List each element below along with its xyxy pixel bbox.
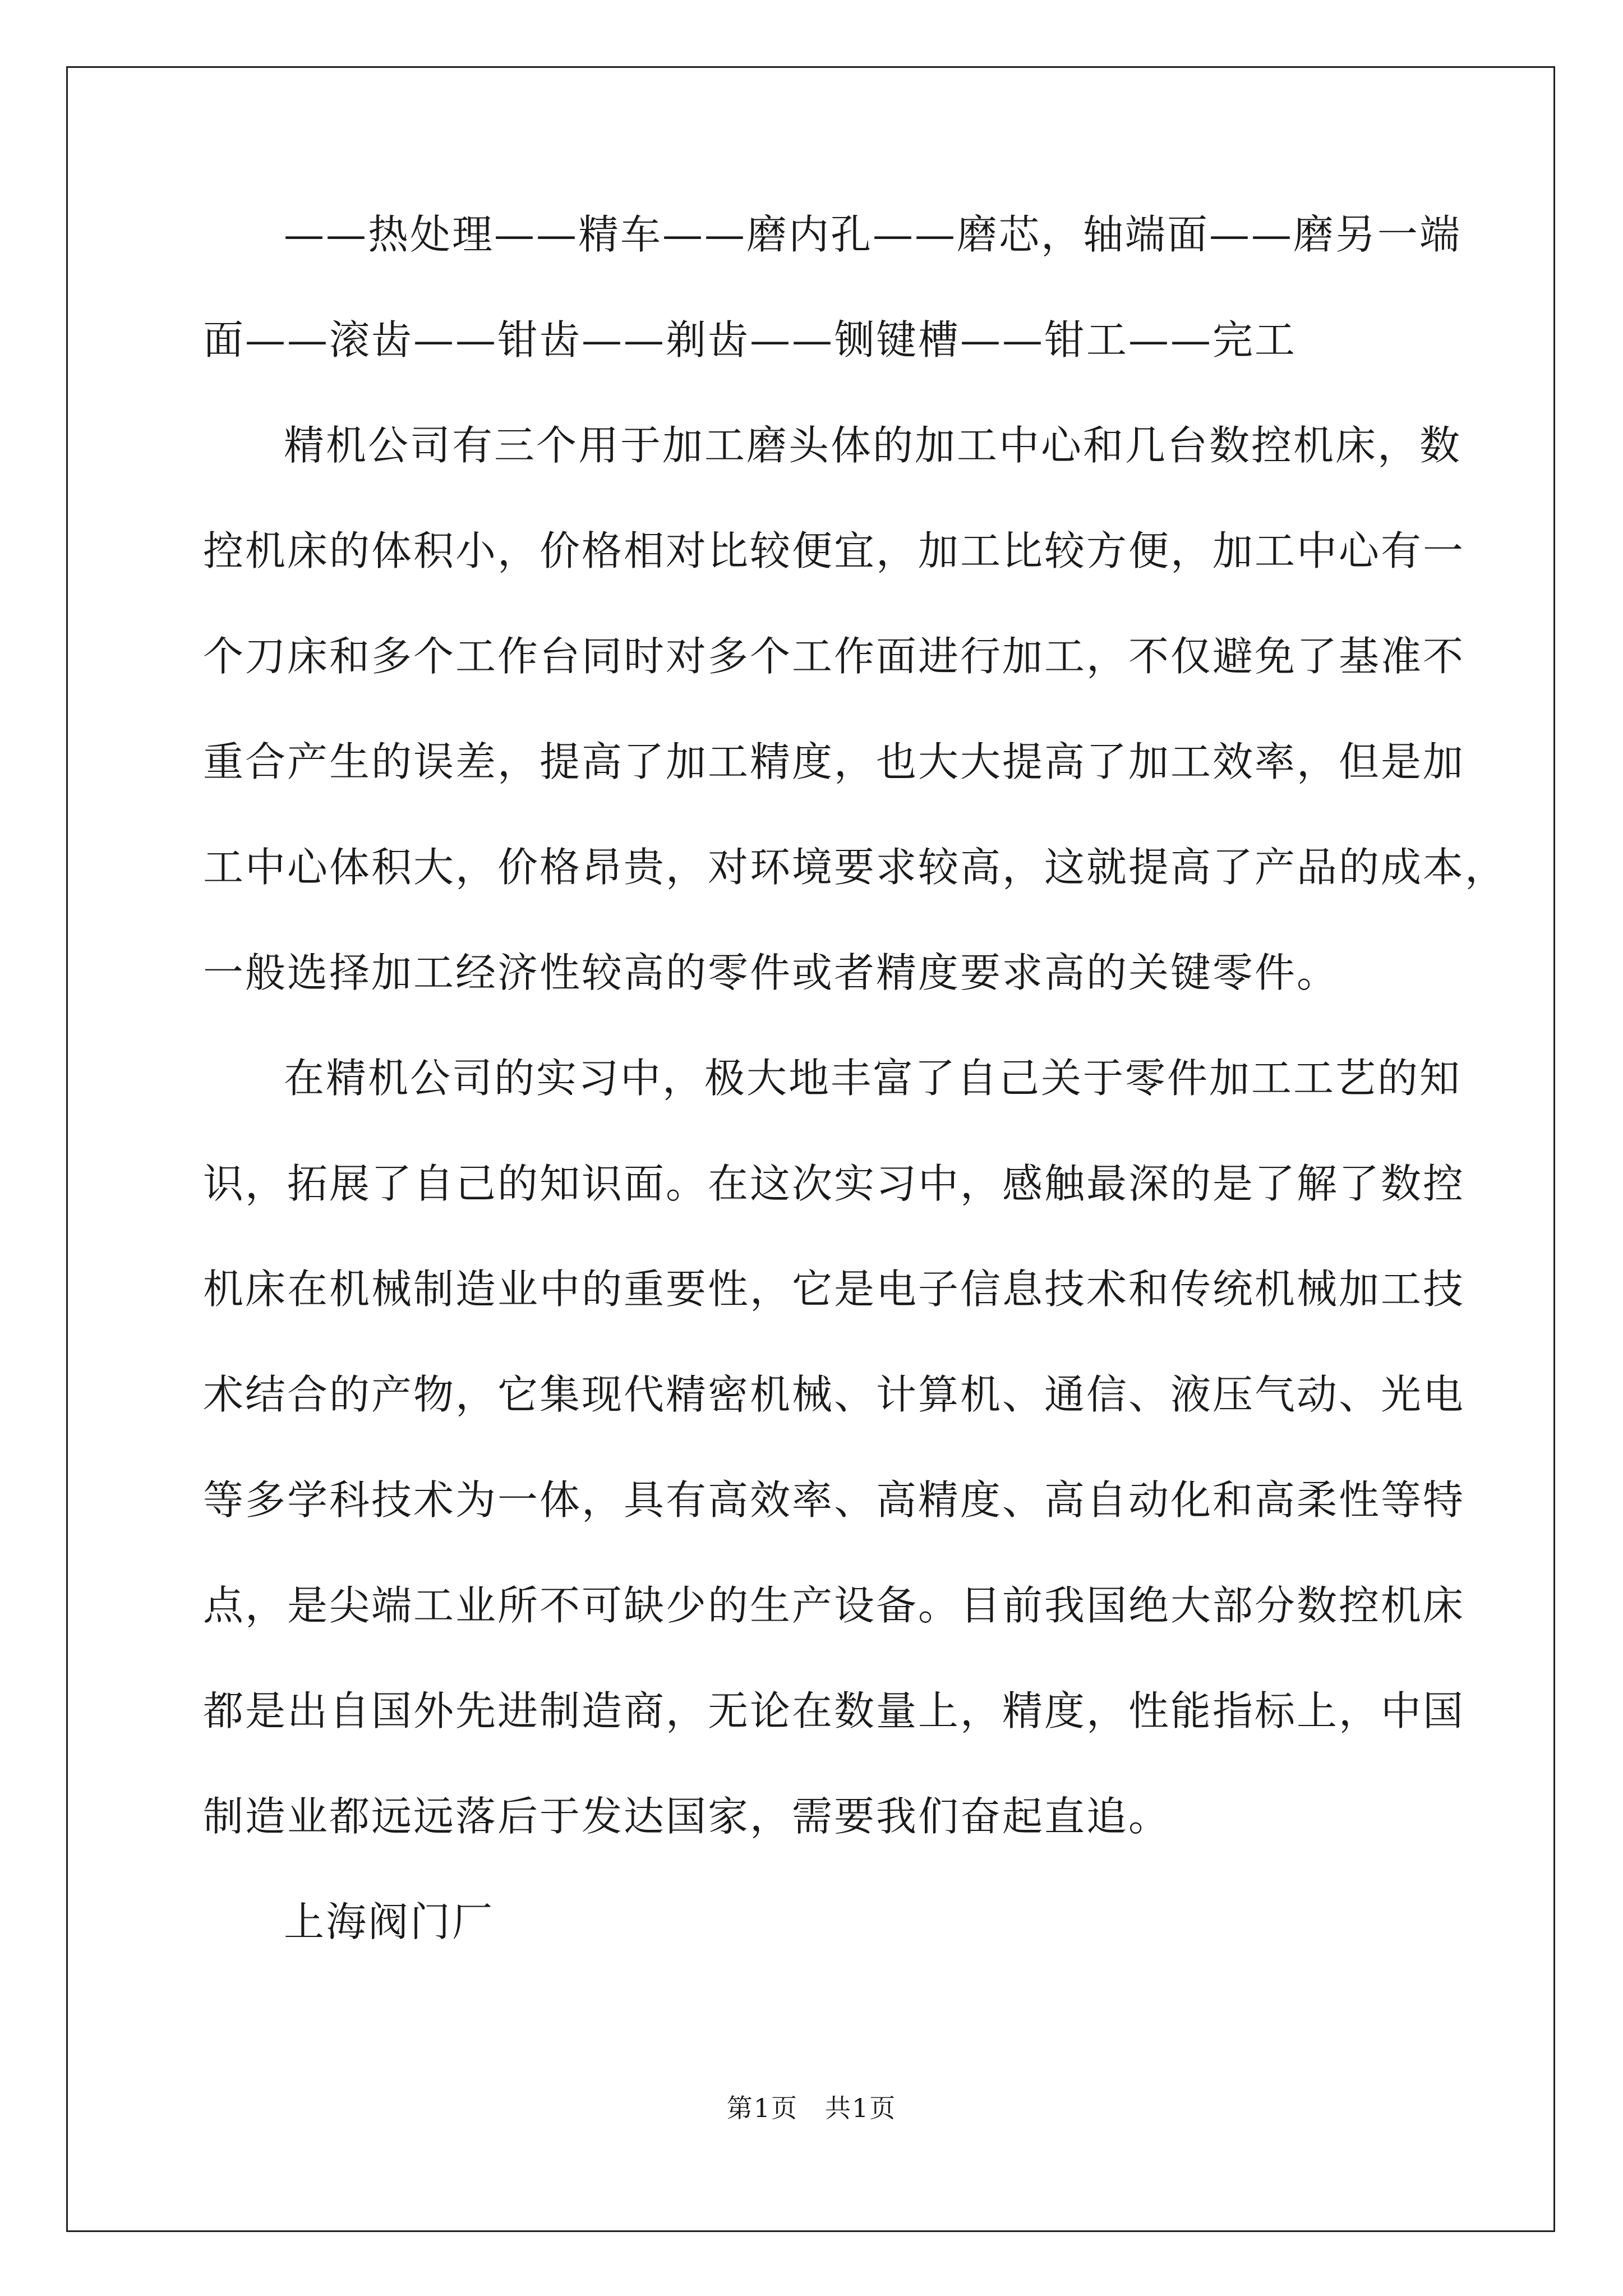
page-footer [0,2091,1623,2125]
text-line: 都是出自国外先进制造商，无论在数量上，精度，性能指标上，中国 [203,1687,1465,1734]
text-line: 识，拓展了自己的知识面。在这次实习中，感触最深的是了解了数控 [203,1160,1465,1207]
page-number: 第1页 共1页 [726,2093,897,2123]
text-line: 面——滚齿——钳齿——剃齿——铡键槽——钳工——完工 [203,316,1297,364]
text-line: 点，是尖端工业所不可缺少的生产设备。目前我国绝大部分数控机床 [203,1582,1465,1629]
document-body [203,208,1507,2000]
text-line: 个刀床和多个工作台同时对多个工作面进行加工，不仅避免了基准不 [203,633,1465,680]
text-line: 工中心体积大，价格昂贵，对环境要求较高，这就提高了产品的成本， [203,844,1507,891]
text-line: 机床在机械制造业中的重要性，它是电子信息技术和传统机械加工技 [203,1266,1465,1313]
text-line: ——热处理——精车——磨内孔——磨芯，轴端面——磨另一端 [284,211,1462,258]
section-heading: 上海阀门厂 [284,1898,495,1945]
text-line: 在精机公司的实习中，极大地丰富了自己关于零件加工工艺的知 [284,1055,1462,1102]
text-line: 术结合的产物，它集现代精密机械、计算机、通信、液压气动、光电 [203,1371,1465,1418]
text-line: 等多学科技术为一体，具有高效率、高精度、高自动化和高柔性等特 [203,1476,1465,1524]
text-line: 一般选择加工经济性较高的零件或者精度要求高的关键零件。 [203,949,1339,996]
text-line: 重合产生的误差，提高了加工精度，也大大提高了加工效率，但是加 [203,738,1465,785]
text-line: 精机公司有三个用于加工磨头体的加工中心和几台数控机床，数 [284,422,1462,469]
text-line: 制造业都远远落后于发达国家，需要我们奋起直追。 [203,1793,1171,1840]
text-line: 控机床的体积小，价格相对比较便宜，加工比较方便，加工中心有一 [203,527,1465,574]
